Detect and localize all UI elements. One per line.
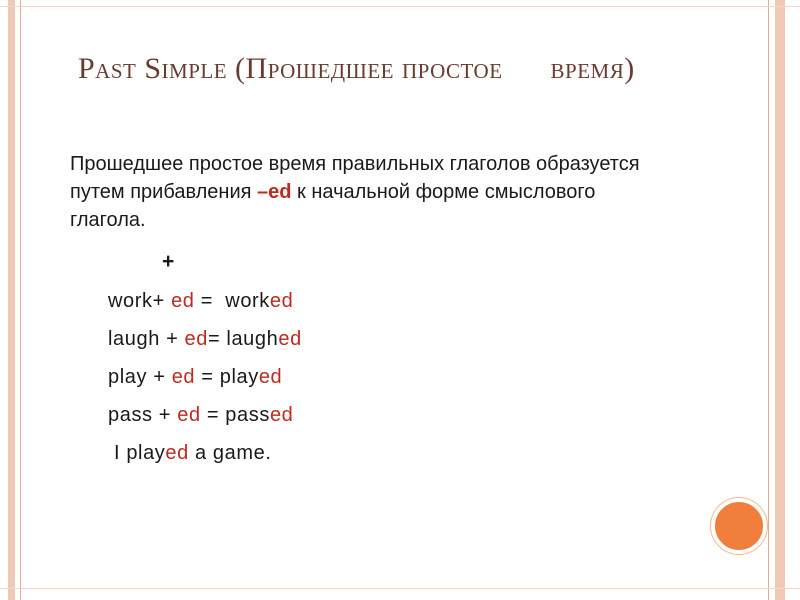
example-line xyxy=(108,287,302,325)
example-base: laugh + xyxy=(108,328,185,350)
example-base: play + xyxy=(108,366,172,388)
frame-right-bar xyxy=(775,0,785,600)
rule-text-part1: Прошедшее простое время правильных глаголов образуется путем прибавления xyxy=(70,153,640,203)
example-base: pass + xyxy=(108,404,178,426)
frame-left-bar xyxy=(8,0,15,600)
example-result-suffix: ed xyxy=(269,404,294,426)
frame-bottom-line xyxy=(0,588,800,589)
rule-ed-highlight: –ed xyxy=(257,181,292,203)
example-result: = play xyxy=(195,366,259,388)
sentence-start: I play xyxy=(114,442,166,464)
example-result: = work xyxy=(194,290,270,312)
rule-paragraph xyxy=(70,150,650,234)
decorative-orange-dot xyxy=(711,498,767,554)
example-result: = laugh xyxy=(207,328,279,350)
frame-right-line xyxy=(768,0,769,600)
plus-sign: + xyxy=(162,250,175,273)
example-suffix: ed xyxy=(171,290,195,312)
example-result-suffix: ed xyxy=(258,366,283,388)
frame-left-line xyxy=(20,0,21,600)
example-suffix: ed xyxy=(171,366,196,388)
sentence-end: a game. xyxy=(188,442,272,464)
example-result-suffix: ed xyxy=(269,290,294,312)
example-sentence xyxy=(108,439,302,477)
frame-top-line xyxy=(0,6,800,7)
example-suffix: ed xyxy=(184,328,208,350)
slide-title: Past Simple (Прошедшее простое время) xyxy=(78,52,635,85)
example-line xyxy=(108,325,302,363)
example-line xyxy=(108,401,302,439)
sentence-suffix: ed xyxy=(165,442,189,464)
rule-text-part2: к начальной форме смыслового глагола. xyxy=(70,181,596,231)
example-base: work+ xyxy=(108,290,172,312)
example-result: = pass xyxy=(200,404,270,426)
example-line xyxy=(108,363,302,401)
example-result-suffix: ed xyxy=(278,328,302,350)
examples-list xyxy=(108,287,302,477)
example-suffix: ed xyxy=(177,404,201,426)
